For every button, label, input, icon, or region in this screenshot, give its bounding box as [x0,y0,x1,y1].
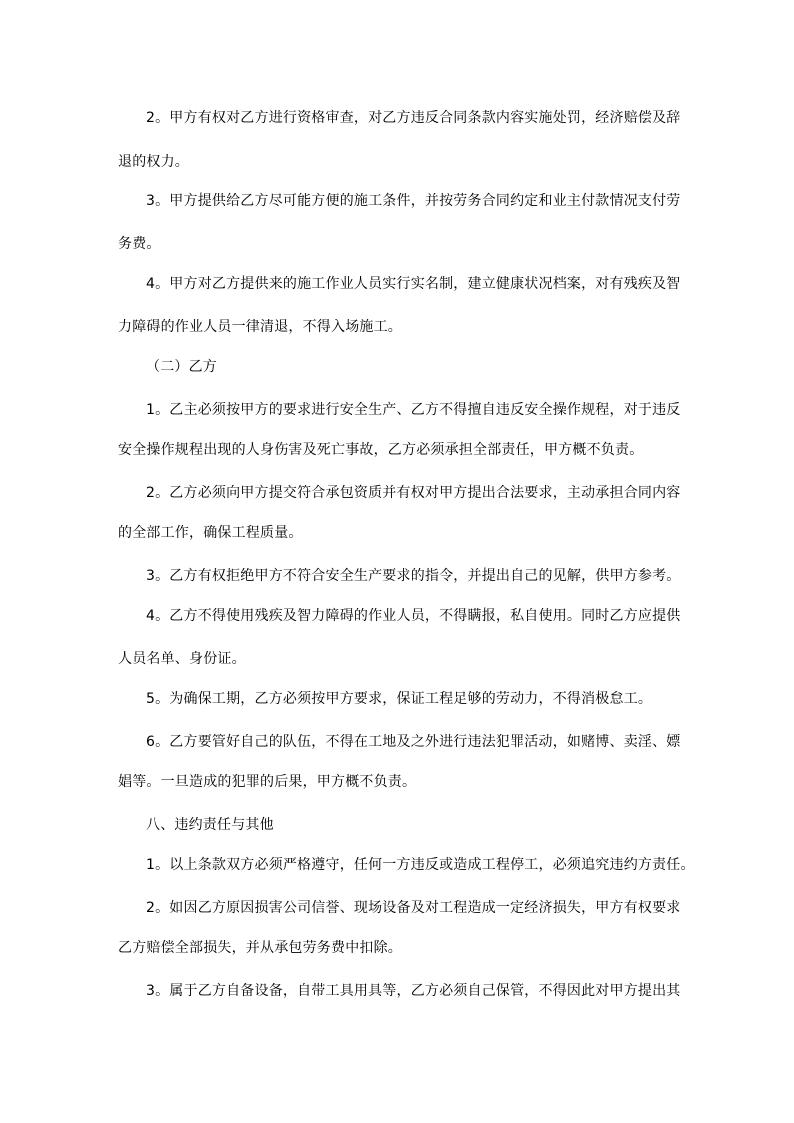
paragraph-line: 4。甲方对乙方提供来的施工作业人员实行实名制，建立健康状况档案，对有残疾及智 [146,276,681,292]
paragraph-line: 6。乙方要管好自己的队伍，不得在工地及之外进行违法犯罪活动，如赌博、卖淫、嫖 [146,734,681,750]
paragraph-line: 退的权力。 [118,154,189,170]
paragraph-line: 人员名单、身份证。 [118,651,246,667]
paragraph-line: 3。甲方提供给乙方尽可能方便的施工条件，并按劳务合同约定和业主付款情况支付劳 [146,193,681,209]
paragraph-line: 2。如因乙方原因损害公司信誉、现场设备及对工程造成一定经济损失，甲方有权要求 [146,900,681,916]
paragraph-line: 安全操作规程出现的人身伤害及死亡事故，乙方必须承担全部责任，甲方概不负责。 [118,442,644,458]
paragraph-line: 务费。 [118,236,161,252]
paragraph-line: 3。乙方有权拒绝甲方不符合安全生产要求的指令，并提出自己的见解，供甲方参考。 [146,568,681,584]
paragraph-line: 的全部工作，确保工程质量。 [118,525,303,541]
paragraph-line: 力障碍的作业人员一律清退，不得入场施工。 [118,319,402,335]
paragraph-line: 1。乙主必须按甲方的要求进行安全生产、乙方不得擅自违反安全操作规程，对于违反 [146,402,681,418]
paragraph-line: 2。乙方必须向甲方提交符合承包资质并有权对甲方提出合法要求，主动承担合同内容 [146,485,681,501]
section-heading: 八、违约责任与其他 [146,817,274,833]
section-heading: （二）乙方 [146,359,217,375]
paragraph-line: 5。为确保工期，乙方必须按甲方要求，保证工程足够的劳动力，不得消极怠工。 [146,691,653,707]
paragraph-line: 2。甲方有权对乙方进行资格审查，对乙方违反合同条款内容实施处罚，经济赔偿及辞 [146,110,681,126]
paragraph-line: 4。乙方不得使用残疾及智力障碍的作业人员，不得瞒报，私自使用。同时乙方应提供 [146,608,681,624]
paragraph-line: 娼等。一旦造成的犯罪的后果，甲方概不负责。 [118,774,417,790]
paragraph-line: 乙方赔偿全部损失，并从承包劳务费中扣除。 [118,940,402,956]
paragraph-line: 1。以上条款双方必须严格遵守，任何一方违反或造成工程停工，必须追究违约方责任。 [146,857,695,873]
paragraph-line: 3。属于乙方自备设备，自带工具用具等，乙方必须自己保管，不得因此对甲方提出其 [146,983,681,999]
